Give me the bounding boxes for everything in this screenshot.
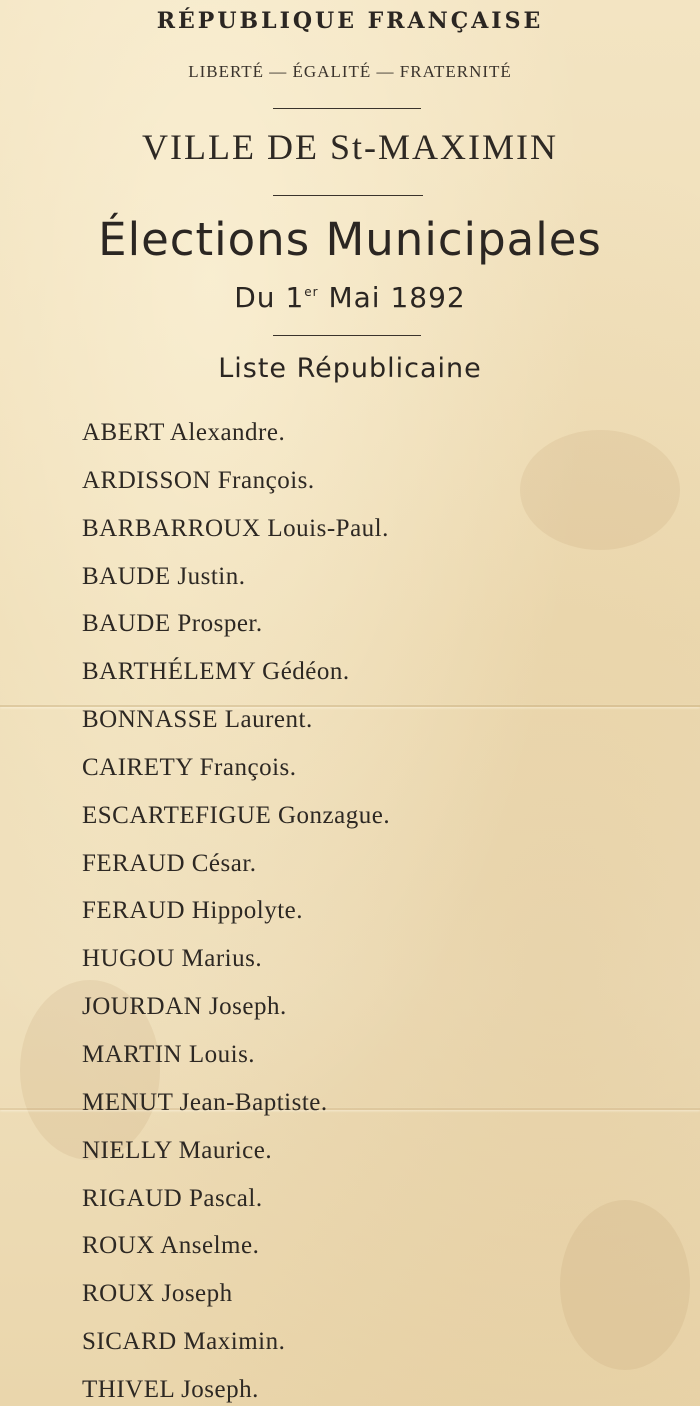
candidate-name: THIVEL Joseph. — [82, 1375, 259, 1403]
candidate-name: ABERT Alexandre. — [82, 419, 286, 446]
candidate-list — [82, 414, 682, 1406]
liste-heading: Liste Républicaine — [218, 353, 482, 384]
candidate-name: MARTIN Louis. — [82, 1040, 256, 1068]
candidate-name: CAIRETY François. — [82, 753, 297, 781]
candidate-name: FERAUD César. — [82, 849, 257, 877]
candidate-name: SICARD Maximin. — [82, 1328, 286, 1356]
candidate-name: HUGOU Marius. — [82, 945, 263, 973]
candidate-name: BARTHÉLEMY Gédéon. — [82, 658, 350, 686]
candidate-name: ROUX Joseph — [82, 1280, 233, 1308]
candidate-name: BARBARROUX Louis-Paul. — [82, 514, 389, 542]
candidate-name: MENUT Jean-Baptiste. — [82, 1088, 328, 1116]
devise-line: LIBERTÉ — ÉGALITÉ — FRATERNITÉ — [188, 62, 512, 81]
candidate-name: BONNASSE Laurent. — [82, 706, 313, 734]
divider-rule — [273, 335, 421, 336]
date-prefix: Du 1 — [234, 281, 305, 314]
election-date — [0, 281, 700, 314]
candidate-name: ESCARTEFIGUE Gonzague. — [82, 801, 391, 829]
candidate-name: ARDISSON François. — [82, 466, 315, 494]
candidate-name: BAUDE Prosper. — [82, 610, 263, 638]
divider-rule — [273, 195, 423, 196]
candidate-name: BAUDE Justin. — [82, 562, 246, 590]
candidate-name: ROUX Anselme. — [82, 1232, 260, 1260]
date-ordinal: er — [304, 285, 319, 299]
republique-heading: RÉPUBLIQUE FRANÇAISE — [156, 8, 544, 34]
candidate-name: FERAUD Hippolyte. — [82, 897, 303, 925]
candidate-name: JOURDAN Joseph. — [82, 993, 287, 1021]
divider-rule — [273, 108, 421, 109]
ville-heading: VILLE DE St-MAXIMIN — [142, 127, 558, 167]
elections-title: Élections Municipales — [98, 213, 602, 266]
date-rest: Mai 1892 — [318, 281, 466, 314]
candidate-name: RIGAUD Pascal. — [82, 1184, 263, 1212]
candidate-name: NIELLY Maurice. — [82, 1136, 273, 1164]
